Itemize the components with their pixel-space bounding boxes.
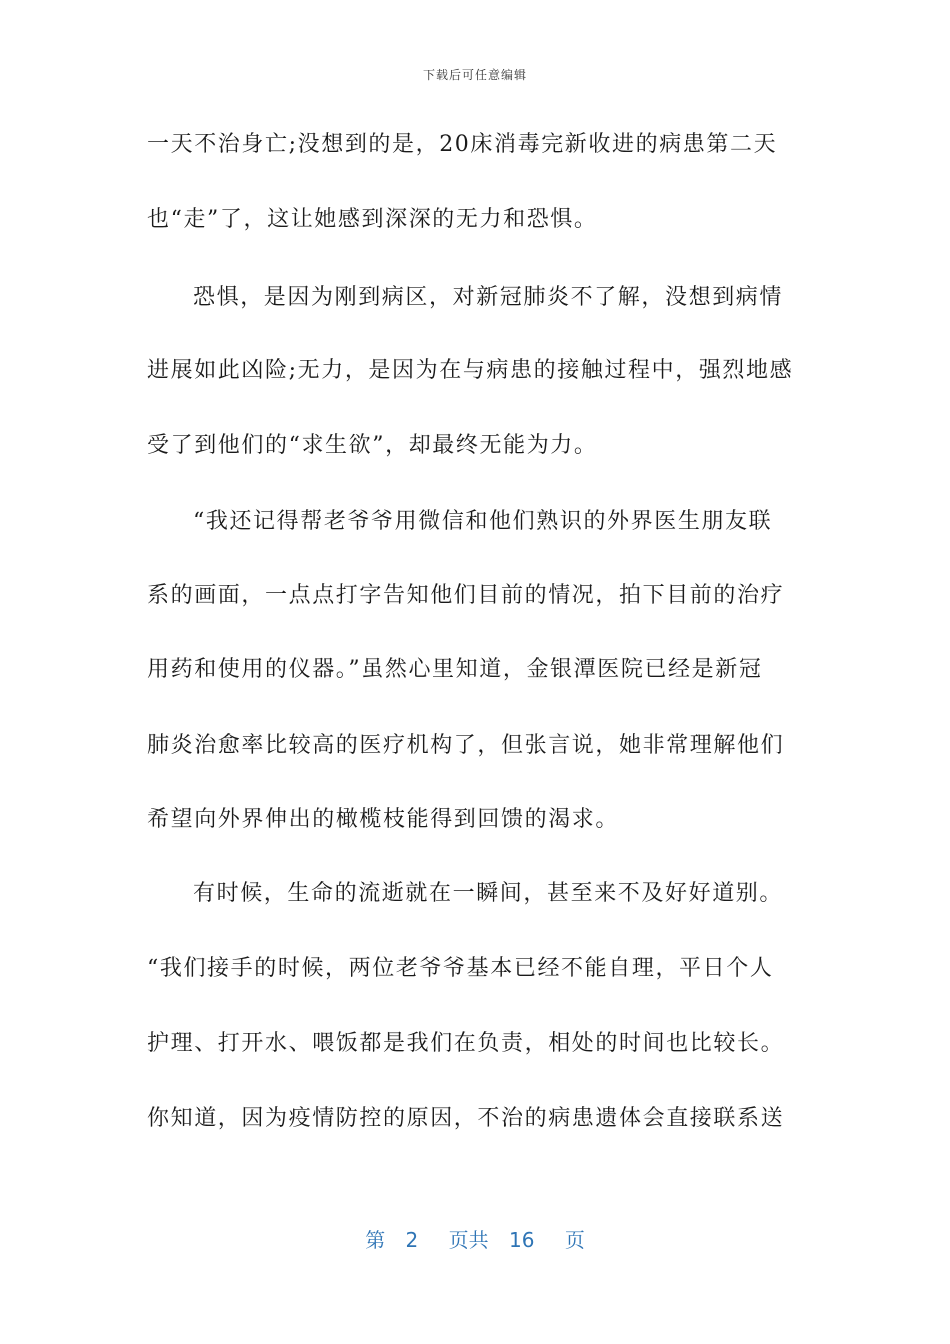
body-line-10: 希望向外界伸出的橄榄枝能得到回馈的渴求。: [147, 807, 620, 832]
footer-middle: 页共: [448, 1228, 489, 1252]
body-line-9: 肺炎治愈率比较高的医疗机构了，但张言说，她非常理解他们: [147, 733, 785, 758]
body-line-1: 一天不治身亡;没想到的是，20床消毒完新收进的病患第二天: [147, 132, 778, 157]
body-line-13: 护理、打开水、喂饭都是我们在负责，相处的时间也比较长。: [147, 1031, 785, 1056]
body-line-7: 系的画面，一点点打字告知他们目前的情况，拍下目前的治疗: [147, 583, 785, 608]
body-line-4: 进展如此凶险;无力，是因为在与病患的接触过程中，强烈地感: [147, 358, 794, 383]
body-line-2: 也“走”了，这让她感到深深的无力和恐惧。: [147, 207, 598, 232]
footer-prefix: 第: [365, 1228, 386, 1252]
body-line-12: “我们接手的时候，两位老爷爷基本已经不能自理，平日个人: [147, 956, 774, 981]
body-line-8: 用药和使用的仪器。”虽然心里知道，金银潭医院已经是新冠: [147, 657, 763, 682]
footer-suffix: 页: [564, 1228, 585, 1252]
page-header-note: 下载后可任意编辑: [422, 68, 527, 82]
body-line-11: 有时候，生命的流逝就在一瞬间，甚至来不及好好道别。: [193, 881, 784, 906]
footer-total-pages: 16: [509, 1228, 535, 1252]
body-line-14: 你知道，因为疫情防控的原因，不治的病患遗体会直接联系送: [147, 1106, 785, 1131]
body-line-5: 受了到他们的“求生欲”，却最终无能为力。: [147, 433, 598, 458]
footer-current-page: 2: [405, 1228, 419, 1252]
body-line-3: 恐惧，是因为刚到病区，对新冠肺炎不了解，没想到病情: [193, 285, 784, 310]
page-footer: [0, 1224, 950, 1253]
body-line-6: “我还记得帮老爷爷用微信和他们熟识的外界医生朋友联: [193, 509, 773, 534]
